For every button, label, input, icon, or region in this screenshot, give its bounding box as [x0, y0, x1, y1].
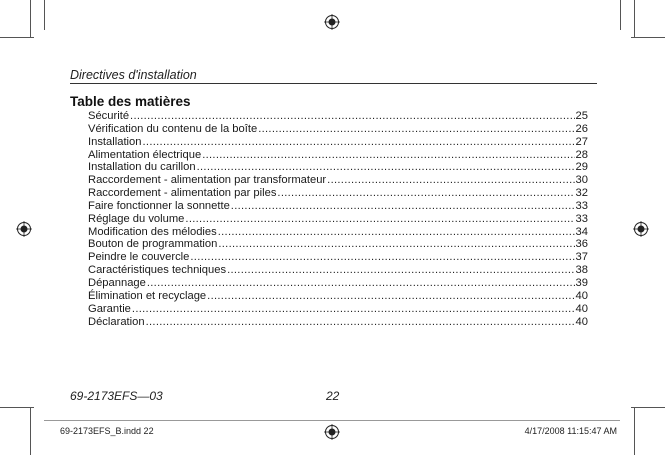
toc-leader-dots	[327, 174, 574, 187]
crop-mark-top-left-h	[0, 37, 34, 38]
toc-leader-dots	[132, 303, 575, 316]
toc-leader-dots	[258, 123, 574, 136]
crop-mark-bottom-right-h	[631, 407, 665, 408]
toc-entry-page: 32	[575, 187, 588, 200]
toc-entry-page: 40	[575, 302, 588, 315]
toc-entry-label: Raccordement - alimentation par piles	[88, 187, 277, 200]
registration-mark-left-icon	[16, 221, 32, 237]
toc-entry-page: 30	[575, 174, 588, 187]
toc-entry	[88, 264, 588, 277]
toc-entry	[88, 136, 588, 149]
slug-file-name: 69-2173EFS_B.indd 22	[60, 426, 154, 436]
toc-entry-page: 38	[575, 264, 588, 277]
toc-entry-page: 26	[575, 122, 588, 135]
toc-entry-label: Garantie	[88, 302, 131, 315]
slug-line	[44, 420, 620, 421]
toc-entry	[88, 161, 588, 174]
toc-entry	[88, 123, 588, 136]
toc-entry-label: Sécurité	[88, 110, 130, 122]
toc-entry-label: Réglage du volume	[88, 212, 185, 225]
toc-leader-dots	[277, 187, 574, 200]
toc-leader-dots	[207, 290, 574, 303]
toc-entry	[88, 290, 588, 303]
crop-mark-top-left-v2	[44, 0, 45, 30]
toc-leader-dots	[197, 161, 575, 174]
toc-entry-label: Modification des mélodies	[88, 225, 217, 238]
toc-entry	[88, 226, 588, 239]
page-number: 22	[326, 389, 340, 403]
toc-entry-label: Faire fonctionner la sonnette	[88, 199, 230, 212]
registration-mark-right-icon	[633, 221, 649, 237]
toc-entry	[88, 238, 588, 251]
toc-entry	[88, 187, 588, 200]
toc-entry	[88, 277, 588, 290]
toc-entry	[88, 213, 588, 226]
toc-leader-dots	[190, 251, 574, 264]
toc-entry	[88, 303, 588, 316]
toc-entry-page: 39	[575, 276, 588, 289]
toc-entry-page: 33	[575, 212, 588, 225]
toc-entry-page: 40	[575, 315, 588, 328]
document-number: 69-2173EFS—03	[70, 389, 163, 403]
toc-leader-dots	[146, 316, 575, 329]
crop-mark-top-right-v2	[620, 0, 621, 30]
toc-entry	[88, 316, 588, 329]
toc-entry-label: Alimentation électrique	[88, 148, 202, 161]
toc-entry-label: Déclaration	[88, 315, 145, 328]
toc-entry	[88, 174, 588, 187]
crop-mark-top-left-v	[30, 0, 31, 38]
toc-entry-page: 36	[575, 238, 588, 251]
toc-entry-page: 40	[575, 289, 588, 302]
toc-entry	[88, 200, 588, 213]
crop-mark-bottom-left-h	[0, 407, 34, 408]
toc-leader-dots	[218, 226, 575, 239]
crop-mark-top-right-h	[631, 37, 665, 38]
toc-entry-label: Dépannage	[88, 276, 146, 289]
header-rule	[70, 83, 597, 84]
toc-entry	[88, 251, 588, 264]
toc-entry-page: 34	[575, 225, 588, 238]
toc-leader-dots	[202, 149, 574, 162]
toc-entry	[88, 110, 588, 123]
toc-leader-dots	[231, 200, 575, 213]
toc-entry-label: Bouton de programmation	[88, 238, 218, 251]
crop-mark-bottom-left-v	[30, 407, 31, 455]
toc-entry-page: 25	[575, 110, 588, 122]
registration-mark-top-icon	[324, 14, 340, 30]
toc-leader-dots	[185, 213, 574, 226]
toc-entry-label: Peindre le couvercle	[88, 251, 190, 264]
toc-entry-label: Raccordement - alimentation par transformateur	[88, 174, 327, 187]
toc-entry-page: 37	[575, 251, 588, 264]
toc-leader-dots	[147, 277, 575, 290]
running-header: Directives d'installation	[70, 68, 197, 82]
toc-entry-label: Installation du carillon	[88, 161, 196, 174]
toc-title: Table des matières	[70, 94, 191, 109]
toc-entry-label: Élimination et recyclage	[88, 289, 207, 302]
slug-datetime: 4/17/2008 11:15:47 AM	[524, 426, 617, 436]
toc-entry-page: 27	[575, 135, 588, 148]
toc-leader-dots	[218, 238, 574, 251]
toc-entry-label: Caractéristiques techniques	[88, 264, 227, 277]
toc-leader-dots	[143, 136, 575, 149]
registration-mark-bottom-icon	[324, 424, 340, 440]
toc-entry-page: 33	[575, 199, 588, 212]
crop-mark-top-right-v	[634, 0, 635, 38]
toc-entry-label: Vérification du contenu de la boîte	[88, 122, 258, 135]
toc-entry-page: 29	[575, 161, 588, 174]
toc-entry-label: Installation	[88, 135, 142, 148]
toc-leader-dots	[130, 110, 575, 123]
toc-entry-page: 28	[575, 148, 588, 161]
toc-entry	[88, 149, 588, 162]
toc-leader-dots	[227, 264, 574, 277]
crop-mark-bottom-right-v	[634, 407, 635, 455]
toc-list	[88, 110, 588, 328]
